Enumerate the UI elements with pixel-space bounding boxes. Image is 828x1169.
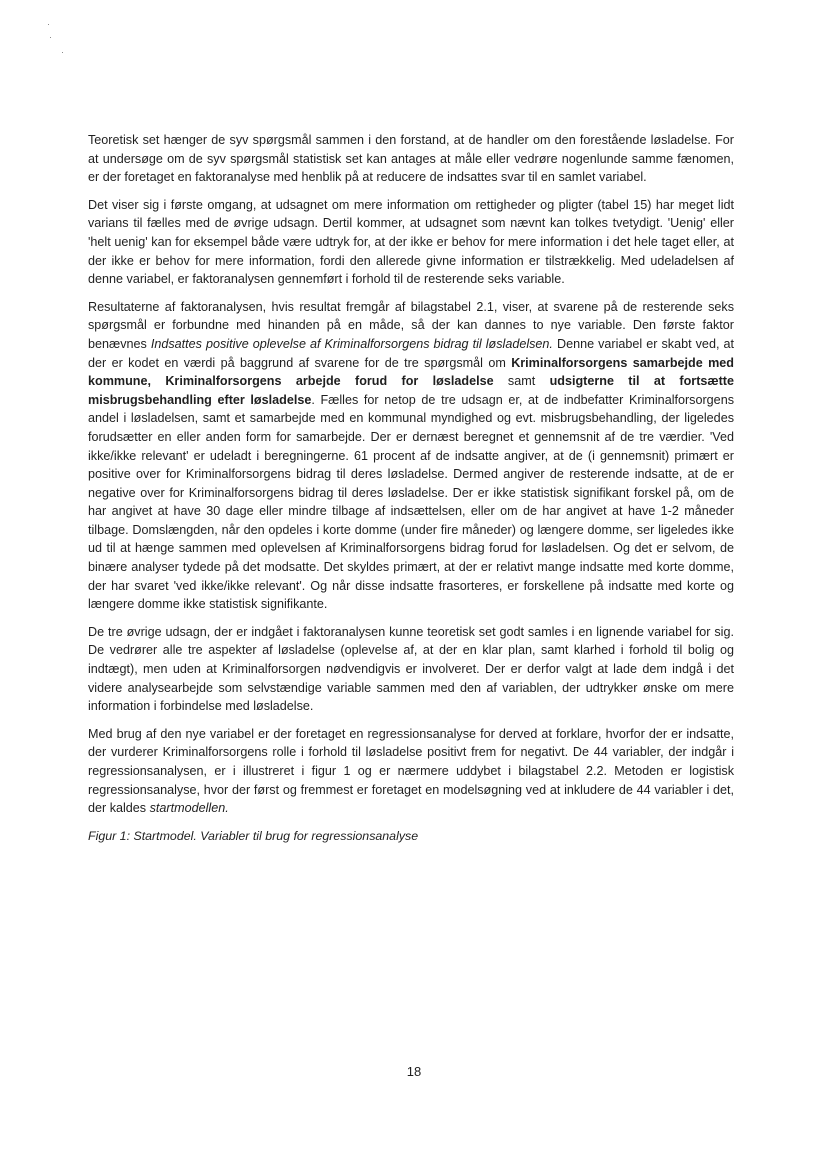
paragraph-4 — [88, 623, 734, 716]
startmodel-term: startmodellen. — [149, 801, 229, 816]
paragraph-5 — [88, 725, 734, 818]
paragraph-1 — [88, 131, 734, 187]
scan-speck — [48, 24, 49, 25]
paragraph-2 — [88, 196, 734, 289]
paragraph-3-text-a: Resultaterne af faktoranalysen, hvis resultat fremgår af bilagstabel 2.1, viser, at svarene på de resterende seks spørgsmål er forbundne med hinanden på en måde, så der kan dannes to nye variable. Den første faktor benævnes — [88, 299, 734, 351]
paragraph-2-text: Det viser sig i første omgang, at udsagnet om mere information om rettigheder og pligter (tabel 15) har meget lidt varians til fælles med de øvrige udsagn. Dertil kommer, at udsagnet som nævnt kan tolkes tvetydigt. 'Uenig' eller 'helt uenig' kan for eksempel både være udtryk for, at der ikke er behov for mere information i det hele taget eller, at der ikke er behov for mere information, fordi den allerede givne information er tilstrækkelig. Med udeladelsen af denne variabel, er faktoranalysen gennemført i forhold til de resterende seks variable. — [88, 197, 734, 287]
bold-questions-1: Kriminalforsorgens samarbejde med kommune, Kriminalforsorgens arbejde forud for løsladelse — [88, 355, 735, 389]
bold-questions-2: udsigterne til at fortsætte misbrugsbehandling efter løsladelse — [88, 374, 734, 407]
paragraph-3 — [88, 298, 734, 614]
paragraph-1-text: Teoretisk set hænger de syv spørgsmål sammen i den forstand, at de handler om den forestående løsladelse. For at undersøge om de syv spørgsmål statistisk set kan antages at måle eller vedrøre nogenlunde samme fænomen, er der foretaget en faktoranalyse med henblik på at reducere de indsattes svar til en samlet variabel. — [88, 133, 734, 185]
scan-speck — [50, 37, 51, 38]
figure-caption: Figur 1: Startmodel. Variabler til brug for regressionsanalyse — [88, 828, 419, 843]
paragraph-4-text: De tre øvrige udsagn, der er indgået i faktoranalysen kunne teoretisk set godt samles i en lignende variabel for sig. De vedrører alle tre aspekter af løsladelse (oplevelse af, at der en klar plan, samt klarhed i forhold til bolig og indtægt), men uden at Kriminalforsorgen nødvendigvis er involveret. Der er derfor valgt at lade dem indgå i det videre analysearbejde som selvstændige variable sammen med den af variablen, der udtrykker ønske om mere information i forbindelse med løsladelse. — [88, 624, 734, 714]
body-text — [88, 131, 734, 845]
factor-name-italic: Indsattes positive oplevelse af Kriminalforsorgens bidrag til løsladelsen. — [150, 336, 553, 351]
paragraph-3-text-d: . Fælles for netop de tre udsagn er, at de indbefatter Kriminalforsorgens andel i løsladelsen, samt et samarbejde med en kommunal myndighed og evt. misbrugsbehandling, der ligeledes forudsætter en eller anden form for samarbejde. Der er dernæst beregnet et gennemsnit af de tre værdier. 'Ved ikke/ikke relevant' er udeladt i beregningerne. 61 procent af de indsatte angiver, at de (i gennemsnit) primært er positive over for Kriminalforsorgens bidrag til deres løsladelse. Dermed angiver de resterende indsatte, at de er negative over for Kriminalforsorgens bidrag til deres løsladelse. Der er ikke statistisk signifikant forskel på, om de har angivet at have 30 dage eller mindre tilbage af indsættelsen, eller om de har angivet at have 1-2 måneder tilbage. Domslængden, når den opdeles i korte domme (under fire måneder) og længere domme, ser ligeledes ikke ud til at hænge sammen med oplevelsen af Kriminalforsorgens bidrag forud for løsladelsen. Og det er selvom, de binære analyser tydede på det modsatte. Det skyldes primært, at der er relativt mange indsatte med korte domme, der har svaret 'ved ikke/ikke relevant'. Og når disse indsatte frasorteres, er forskellene på indsatte med korte og længere domme ikke statistisk signifikante. — [88, 392, 734, 612]
paragraph-5-text: Med brug af den nye variabel er der foretaget en regressionsanalyse for derved at forklare, hvorfor der er indsatte, der vurderer Kriminalforsorgens rolle i forhold til løsladelse positivt frem for negativt. De 44 variabler, der indgår i regressionsanalysen, er i illustreret i figur 1 og er nærmere uddybet i bilagstabel 2.2. Metoden er logistisk regressionsanalyse, hvor der først og fremmest er foretaget en modelsøgning ved at inkludere de 44 variabler i det, der kaldes — [88, 726, 734, 816]
paragraph-3-text-b: Denne variabel er skabt ved, at der er kodet en værdi på baggrund af svarene for de tre spørgsmål om — [88, 336, 734, 370]
page-number: 18 — [406, 1064, 422, 1079]
scan-speck — [62, 52, 63, 53]
paragraph-3-text-c: samt — [493, 374, 550, 389]
